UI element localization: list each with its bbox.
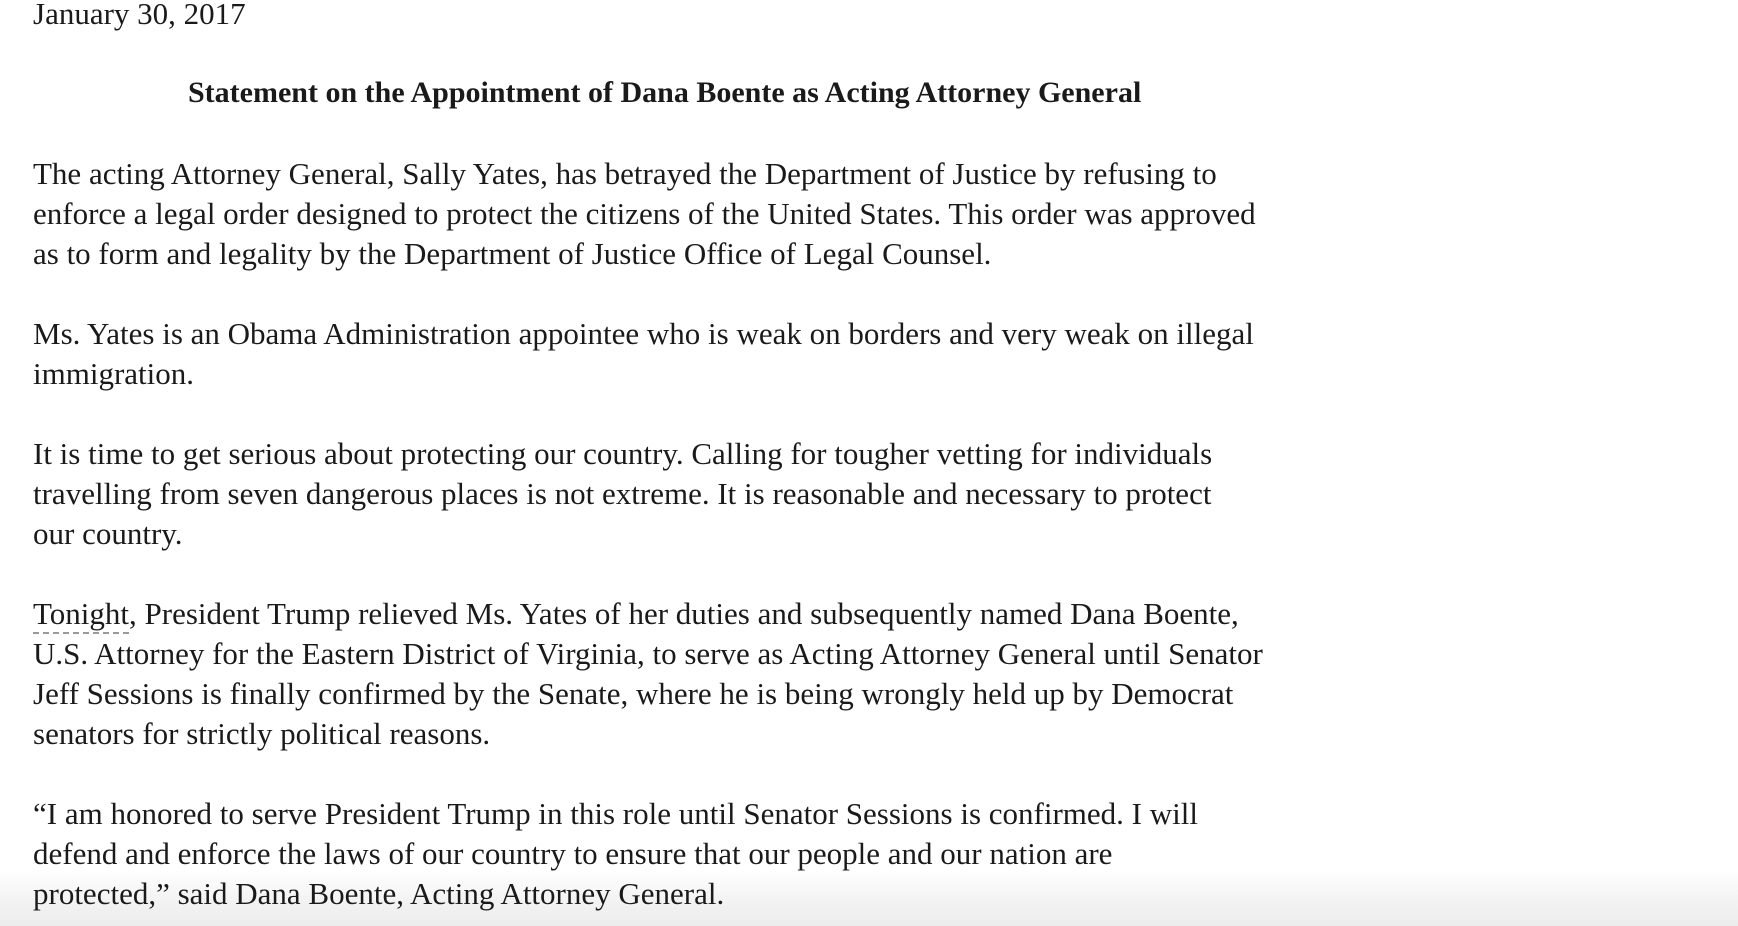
document-title: Statement on the Appointment of Dana Boente as Acting Attorney General [188, 76, 1142, 109]
paragraph-1: The acting Attorney General, Sally Yates, has betrayed the Department of Justice by refusing to enforce a legal order designed to protect the citizens of the United States. This order was approved as to form and legality by the Department of Justice Office of Legal Counsel. [33, 156, 1256, 271]
paragraph-4-first-word: Tonight [33, 596, 129, 634]
paragraph-2: Ms. Yates is an Obama Administration appointee who is weak on borders and very weak on illegal immigration. [33, 316, 1254, 391]
document-date: January 30, 2017 [33, 0, 246, 31]
paragraph-4 [33, 594, 1473, 754]
paragraph-5-quote: “I am honored to serve President Trump in this role until Senator Sessions is confirmed. I will defend and enforce the laws of our country to ensure that our people and our nation are protected,” said Dana Boente, Acting Attorney General. [33, 796, 1198, 911]
paragraph-3: It is time to get serious about protecting our country. Calling for tougher vetting for individuals travelling from seven dangerous places is not extreme. It is reasonable and necessary to protect our country. [33, 436, 1213, 551]
paragraph-4-rest: , President Trump relieved Ms. Yates of her duties and subsequently named Dana Boente, U.S. Attorney for the Eastern District of Virginia, to serve as Acting Attorney General until Senator Jeff Sessions is finally confirmed by the Senate, where he is being wrongly held up by Democrat senators for strictly political reasons. [33, 596, 1263, 751]
